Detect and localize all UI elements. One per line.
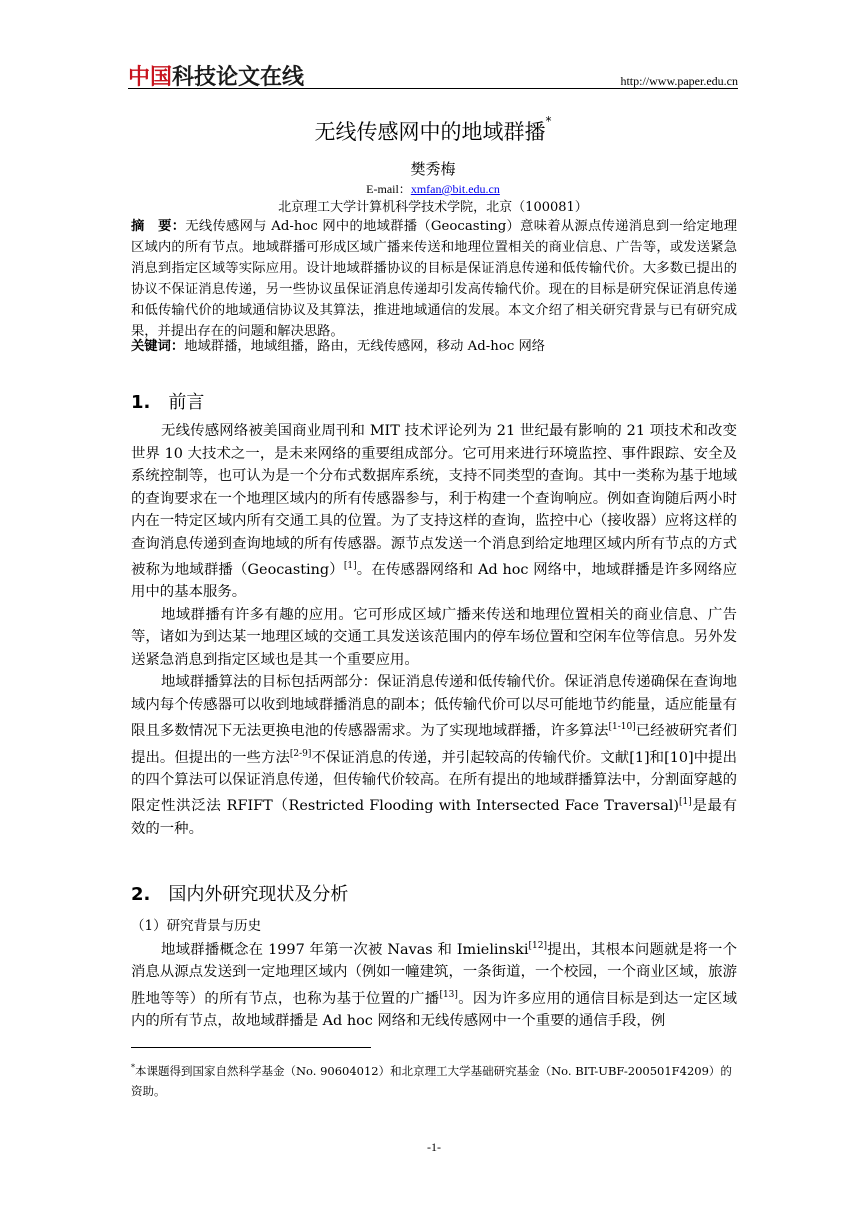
paragraph-text: 提出，其根本问题就是将一个消息从源点发送到一定地理区域内（例如一幢建筑，一条街道，一个校园，一个商业区域，旅游胜地等等）的所有节点，也称为基于位置的广播 xyxy=(131,941,737,1007)
header-divider xyxy=(128,88,738,89)
paragraph xyxy=(131,420,737,604)
footnote xyxy=(131,1058,737,1101)
author-name: 樊秀梅 xyxy=(410,160,456,178)
citation[interactable]: [1] xyxy=(343,561,357,571)
keywords-text: 地域群播，地域组播，路由，无线传感网，移动 Ad-hoc 网络 xyxy=(184,339,546,354)
subsection-heading: （1）研究背景与历史 xyxy=(131,918,262,934)
email-link[interactable]: xmfan@bit.edu.cn xyxy=(410,182,500,196)
citation[interactable]: [13] xyxy=(439,989,458,1000)
citation[interactable]: [1] xyxy=(679,797,692,808)
section-heading-2 xyxy=(131,880,348,906)
paper-title xyxy=(128,116,738,146)
paragraph-text: 地域群播概念在 1997 年第一次被 Navas 和 Imielinski xyxy=(161,941,529,958)
paragraph-text: 。因为许多应用的通信目标是到达一定区域内的所有节点，故地域群播是 Ad hoc 网络和无线传感网中一个重要的通信手段，例 xyxy=(131,990,737,1030)
logo-red-text: 中国 xyxy=(128,65,173,90)
paragraph xyxy=(131,935,737,1033)
email-line xyxy=(128,180,738,197)
email-label: E-mail： xyxy=(366,182,411,196)
keywords xyxy=(131,337,737,357)
site-logo[interactable] xyxy=(128,60,304,91)
footnote-divider xyxy=(131,1047,371,1048)
keywords-label: 关键词： xyxy=(131,339,185,354)
paragraph: 地域群播有许多有趣的应用。它可形成区域广播来传送和地理位置相关的商业信息、广告等，诸如为到达某一地理区域的交通工具发送该范围内的停车场位置和空闲车位等信息。另外发送紧急消息到指定区域也是其一个重要应用。 xyxy=(131,606,737,668)
citation[interactable]: [1-10] xyxy=(608,722,636,733)
paragraph-text: 无线传感网络被美国商业周刊和 MIT 技术评论列为 21 世纪最有影响的 21 项技术和改变世界 10 大技术之一，是未来网络的重要组成部分。它可用来进行环境监控、事件跟踪、安全及系统控制等，也可认为是一个分布式数据库系统，支持不同类型的查询。其中一类称为基于地域的查询要求在一个地理区域内的所有传感器参与，利于构建一个查询响应。例如查询随后两小时内在一特定区域内所有交通工具的位置。为了支持这样的查询，监控中心（接收器）应将这样的查询消息传递到查询地域的所有传感器。源节点发送一个消息到给定地理区域内所有节点的方式被称为地域群播（Geocasting） xyxy=(131,423,737,578)
paragraph xyxy=(131,671,737,840)
abstract-label: 摘 要： xyxy=(131,219,186,234)
section-heading-1 xyxy=(131,388,204,414)
section-1-body xyxy=(131,420,737,840)
citation[interactable]: [2-9] xyxy=(289,748,312,759)
affiliation: 北京理工大学计算机科学技术学院，北京（100081） xyxy=(278,200,588,215)
section-title: 前言 xyxy=(168,392,205,413)
section-number: 1. xyxy=(131,392,151,413)
paragraph-text: 已经被研究者们提出。但提出的一些方法 xyxy=(131,723,737,766)
page-number: -1- xyxy=(427,1140,441,1154)
footnote-text: 本课题得到国家自然科学基金（No. 90604012）和北京理工大学基础研究基金（No. BIT-UBF-200501F4209）的资助。 xyxy=(131,1063,732,1098)
abstract xyxy=(131,216,737,342)
page-header xyxy=(128,58,738,88)
footnote-mark: * xyxy=(131,1063,135,1072)
site-url[interactable]: http://www.paper.edu.cn xyxy=(620,74,738,88)
title-footnote-mark: * xyxy=(545,114,552,128)
section-2-body xyxy=(131,935,737,1033)
logo-black-text: 科技论文在线 xyxy=(172,65,305,90)
abstract-text: 无线传感网与 Ad-hoc 网中的地域群播（Geocasting）意味着从源点传递消息到一给定地理区域内的所有节点。地域群播可形成区域广播来传送和地理位置相关的商业信息、广告等，或发送紧急消息到指定区域等实际应用。设计地域群播协议的目标是保证消息传递和低传输代价。大多数已提出的协议不保证消息传递，另一些协议虽保证消息传递却引发高传输代价。现在的目标是研究保证消息传递和低传输代价的地域通信协议及其算法，推进地域通信的发展。本文介绍了相关研究背景与已有研究成果，并提出存在的问题和解决思路。 xyxy=(131,219,738,339)
paragraph-text: 不保证消息的传递，并引起较高的传输代价。文献[1]和[10]中提出的四个算法可以保证消息传递，但传输代价较高。在所有提出的地域群播算法中，分割面穿越的限定性洪泛法 RFIFT（Restricted Flooding with Intersected Face Traversal) xyxy=(131,749,737,815)
title-text: 无线传感网中的地域群播 xyxy=(314,120,546,144)
citation[interactable]: [12] xyxy=(528,941,547,951)
paragraph-text: 地域群播算法的目标包括两部分：保证消息传递和低传输代价。保证消息传递确保在查询地域内每个传感器可以收到地域群播消息的副本；低传输代价可以尽可能地节约能量，适应能量有限且多数情况下无法更换电池的传感器需求。为了实现地域群播，许多算法 xyxy=(131,674,737,740)
section-number: 2. xyxy=(131,884,151,905)
paragraph-text: 。在传感器网络和 Ad hoc 网络中，地域群播是许多网络应用中的基本服务。 xyxy=(131,561,737,601)
section-title: 国内外研究现状及分析 xyxy=(168,884,349,905)
paragraph-text: 是最有效的一种。 xyxy=(131,798,737,837)
